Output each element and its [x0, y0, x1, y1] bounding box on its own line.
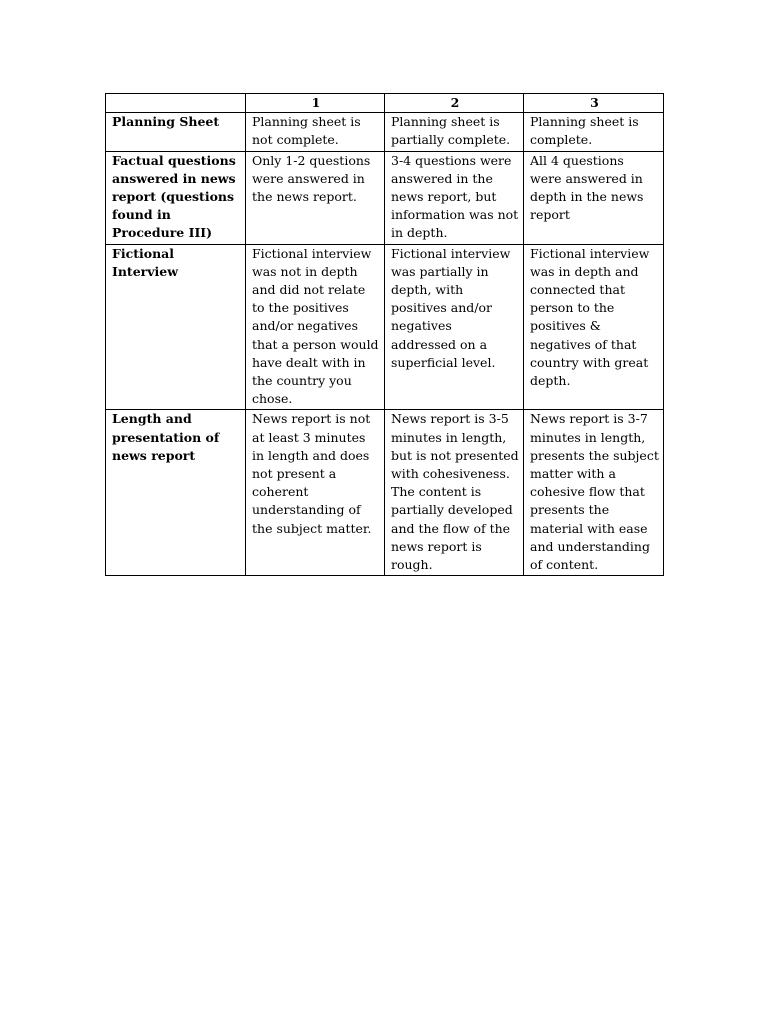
- table-row: [106, 410, 664, 576]
- rubric-header: [106, 94, 664, 113]
- rubric-table: [105, 93, 664, 576]
- criterion-planning-sheet: Planning Sheet: [106, 113, 246, 151]
- table-cell: News report is 3-7 minutes in length, presents the subject matter with a cohesive flow that presents the material with ease and understanding of content.: [524, 410, 664, 576]
- table-cell: Fictional interview was not in depth and did not relate to the positives and/or negatives that a person would have dealt with in the country you chose.: [246, 244, 385, 410]
- criterion-length-presentation: Length and presentation of news report: [106, 410, 246, 576]
- header-corner: [106, 94, 246, 113]
- header-score-2: 2: [385, 94, 524, 113]
- table-cell: 3-4 questions were answered in the news report, but information was not in depth.: [385, 151, 524, 244]
- criterion-factual-questions: Factual questions answered in news report (questions found in Procedure III): [106, 151, 246, 244]
- table-row: [106, 113, 664, 151]
- table-cell: Planning sheet is not complete.: [246, 113, 385, 151]
- table-cell: Planning sheet is partially complete.: [385, 113, 524, 151]
- table-row: [106, 244, 664, 410]
- table-cell: Planning sheet is complete.: [524, 113, 664, 151]
- table-cell: Fictional interview was partially in depth, with positives and/or negatives addressed on a superficial level.: [385, 244, 524, 410]
- header-score-1: 1: [246, 94, 385, 113]
- table-row: [106, 151, 664, 244]
- table-cell: Fictional interview was in depth and connected that person to the positives & negatives of that country with great depth.: [524, 244, 664, 410]
- header-row: [106, 94, 664, 113]
- table-cell: Only 1-2 questions were answered in the news report.: [246, 151, 385, 244]
- table-cell: News report is 3-5 minutes in length, but is not presented with cohesiveness. The content is partially developed and the flow of the news report is rough.: [385, 410, 524, 576]
- table-cell: All 4 questions were answered in depth in the news report: [524, 151, 664, 244]
- table-cell: News report is not at least 3 minutes in length and does not present a coherent understanding of the subject matter.: [246, 410, 385, 576]
- header-score-3: 3: [524, 94, 664, 113]
- criterion-fictional-interview: Fictional Interview: [106, 244, 246, 410]
- rubric-body: [106, 113, 664, 576]
